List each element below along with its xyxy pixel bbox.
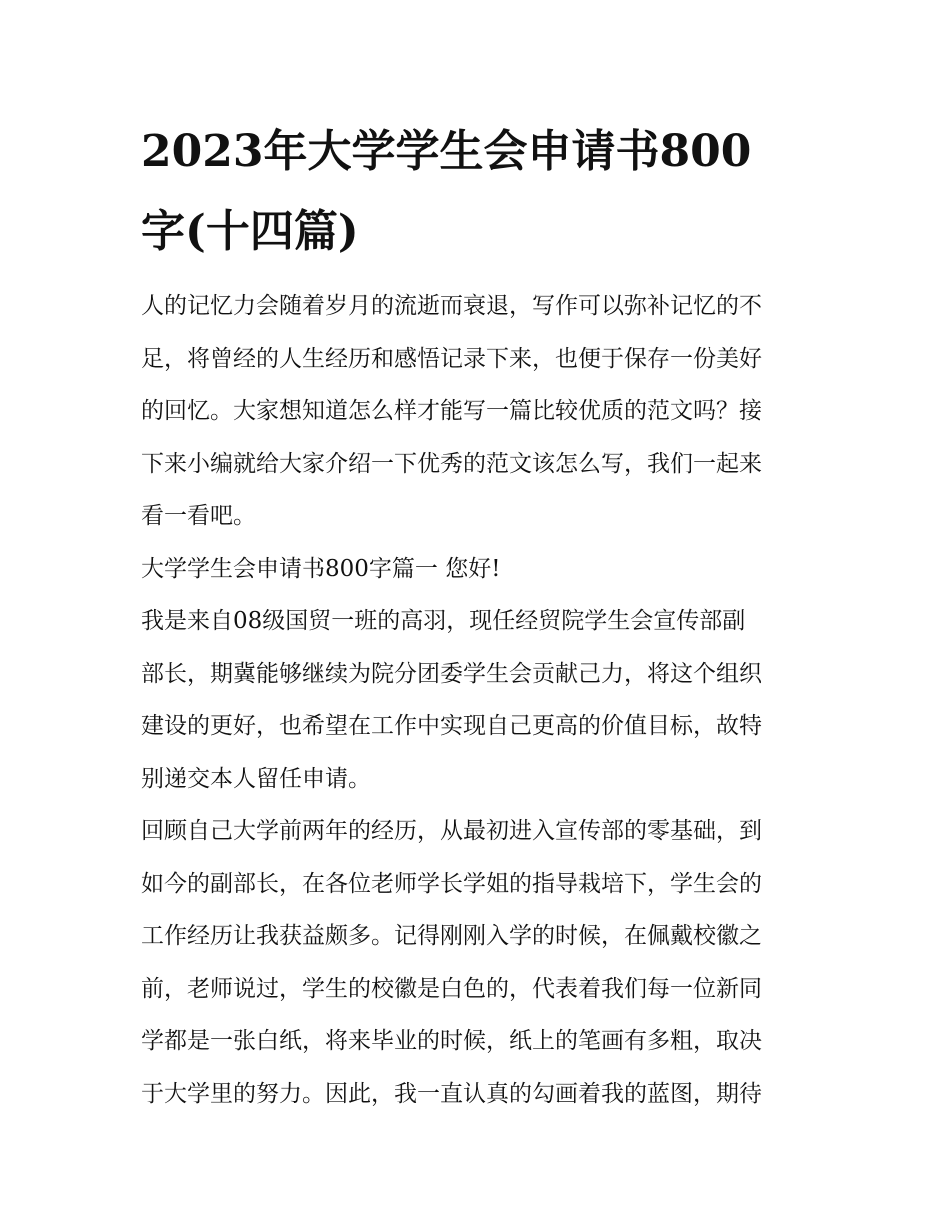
text-line: 如今的副部长，在各位老师学长学姐的指导栽培下，学生会的 — [141, 870, 762, 897]
paragraph-self-intro — [141, 595, 813, 805]
text-line: 足，将曾经的人生经历和感悟记录下来，也便于保存一份美好 — [141, 345, 762, 372]
text-line: 工作经历让我获益颇多。记得刚刚入学的时候，在佩戴校徽之 — [141, 923, 762, 949]
text-line: 学都是一张白纸，将来毕业的时候，纸上的笔画有多粗，取决 — [141, 1028, 762, 1054]
text-line: 下来小编就给大家介绍一下优秀的范文该怎么写，我们一起来 — [141, 450, 762, 477]
text-line: 于大学里的努力。因此，我一直认真的勾画着我的蓝图，期待 — [141, 1080, 762, 1107]
text-line: 别递交本人留任申请。 — [141, 765, 371, 792]
text-line: 部长，期冀能够继续为院分团委学生会贡献己力，将这个组织 — [141, 660, 762, 687]
document-body — [141, 280, 813, 1120]
text-line: 人的记忆力会随着岁月的流逝而衰退，写作可以弥补记忆的不 — [141, 293, 762, 319]
text-line: 看一看吧。 — [141, 503, 256, 529]
text-line: 前，老师说过，学生的校徽是白色的，代表着我们每一位新同 — [141, 975, 762, 1002]
title-line-2: 字(十四篇) — [141, 206, 359, 257]
text-line: 我是来自08级国贸一班的高羽，现任经贸院学生会宣传部副 — [141, 608, 746, 634]
document-title — [141, 112, 813, 272]
paragraph-intro — [141, 280, 813, 543]
text-line: 建设的更好，也希望在工作中实现自己更高的价值目标，故特 — [141, 713, 762, 739]
text-line: 的回忆。大家想知道怎么样才能写一篇比较优质的范文吗？接 — [141, 398, 762, 424]
document-page — [141, 112, 813, 1120]
paragraph-review — [141, 805, 813, 1120]
title-line-1: 2023年大学学生会申请书800 — [141, 126, 752, 177]
text-line: 大学学生会申请书800字篇一 您好! — [141, 555, 501, 582]
text-line: 回顾自己大学前两年的经历，从最初进入宣传部的零基础，到 — [141, 818, 762, 844]
paragraph-section-heading — [141, 543, 813, 596]
